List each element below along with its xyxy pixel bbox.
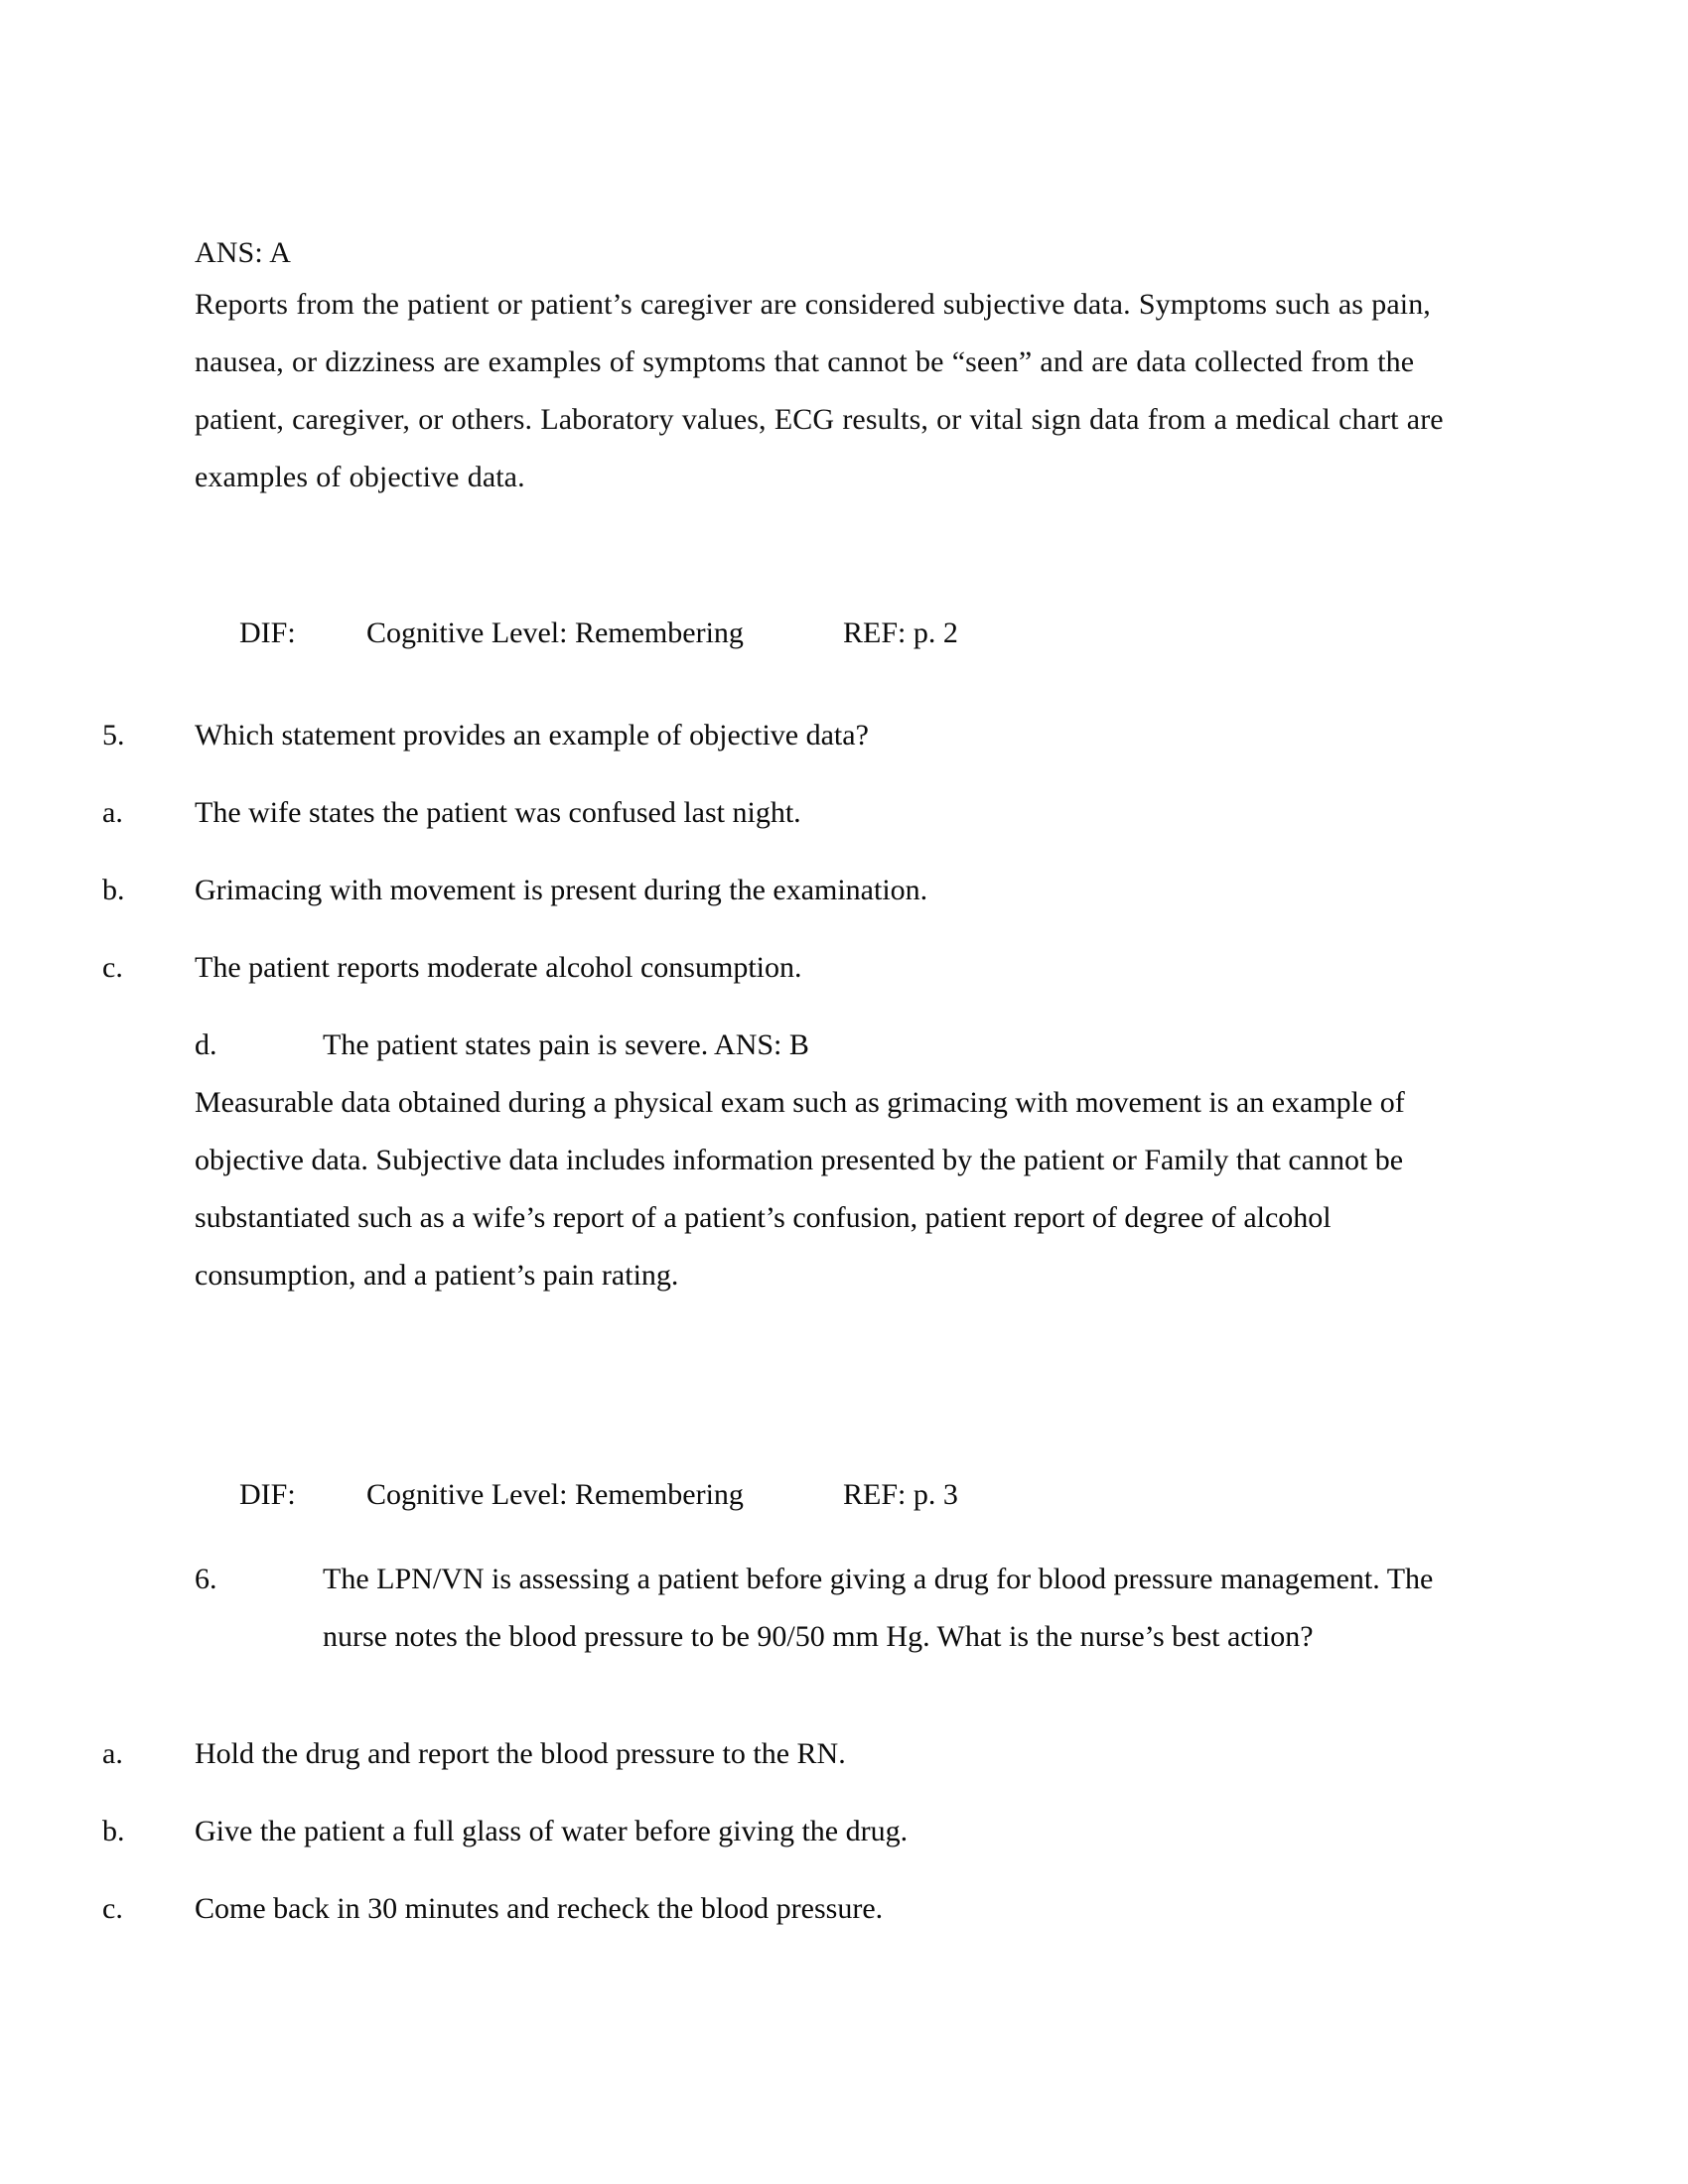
- rationale-1: Reports from the patient or patient’s caregiver are considered subjective data. Symptoms such as pain, nausea, or dizziness are examples of symptoms that cannot be “seen” and are data collected from the patient, caregiver, or others. Laboratory values, ECG results, or vital sign data from a medical chart are examples of objective data.: [195, 288, 1444, 493]
- option-text: Give the patient a full glass of water before giving the drug.: [195, 1815, 909, 1847]
- dif-label-1: DIF:: [239, 616, 296, 649]
- option-text: The patient reports moderate alcohol consumption.: [195, 951, 802, 984]
- option-text: The wife states the patient was confused last night.: [195, 796, 801, 829]
- option-text: Come back in 30 minutes and recheck the blood pressure.: [195, 1892, 884, 1925]
- rationale-2: Measurable data obtained during a physical exam such as grimacing with movement is an example of objective data. Subjective data includes information presented by the patient or Family that cannot be substantiated such as a wife’s report of a patient’s confusion, patient report of degree of alcohol consumption, and a patient’s pain rating.: [195, 1086, 1405, 1292]
- question-6-number: 6.: [195, 1563, 217, 1595]
- dif-value-1: Cognitive Level: Remembering: [366, 616, 744, 649]
- ans-label-1: ANS: A: [195, 236, 292, 269]
- dif-ref-1: REF: p. 2: [843, 616, 958, 649]
- dif-value-2: Cognitive Level: Remembering: [366, 1478, 744, 1511]
- option-marker: a.: [102, 796, 123, 829]
- question-5-option-a[interactable]: [102, 784, 1492, 842]
- option-marker: d.: [195, 1028, 217, 1061]
- question-5-option-b[interactable]: [102, 862, 1492, 919]
- option-marker: b.: [102, 1815, 125, 1847]
- dif-label-2: DIF:: [239, 1478, 296, 1511]
- question-5-option-d[interactable]: [195, 1017, 1485, 1074]
- question-5-option-c[interactable]: [102, 939, 1492, 997]
- question-5: [102, 707, 1492, 764]
- option-marker: a.: [102, 1737, 123, 1770]
- question-6-stem: The LPN/VN is assessing a patient before giving a drug for blood pressure management. The nurse notes the blood pressure to be 90/50 mm Hg. What is the nurse’s best action?: [323, 1563, 1434, 1653]
- question-6: [195, 1551, 1485, 1666]
- question-5-stem: Which statement provides an example of objective data?: [195, 719, 869, 751]
- option-text: Grimacing with movement is present during the examination.: [195, 874, 928, 906]
- option-marker: c.: [102, 951, 123, 984]
- question-5-number: 5.: [102, 719, 125, 751]
- option-marker: b.: [102, 874, 125, 906]
- answer-block-1: [195, 230, 1476, 506]
- option-marker: c.: [102, 1892, 123, 1925]
- dif-line-2: [195, 1430, 1485, 1561]
- question-6-option-b[interactable]: [102, 1803, 1492, 1860]
- question-6-option-a[interactable]: [102, 1725, 1492, 1783]
- dif-line-1: [195, 568, 1485, 699]
- dif-ref-2: REF: p. 3: [843, 1478, 958, 1511]
- option-text: Hold the drug and report the blood pressure to the RN.: [195, 1737, 846, 1770]
- question-6-option-c[interactable]: [102, 1880, 1492, 1938]
- option-text: The patient states pain is severe. ANS: B: [323, 1028, 809, 1061]
